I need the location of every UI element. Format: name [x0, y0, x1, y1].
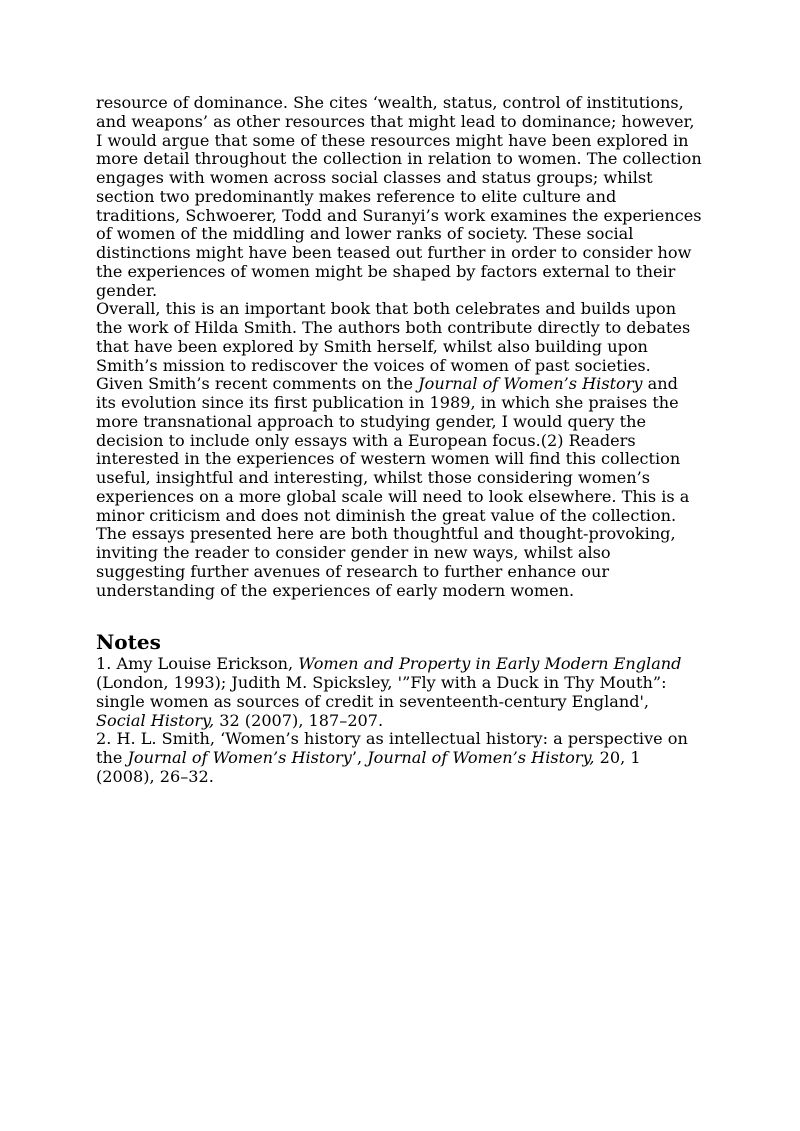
note-1-text-c: 32 (2007), 187–207. [214, 710, 384, 730]
note-2-journal-title-2: Journal of Women’s History, [367, 748, 595, 767]
body-paragraph-1: resource of dominance. She cites ‘wealth, status, control of institutions, and weapons’ as other resources that might lead to dominance; however, I would argue that some of these resources might have been explored in more detail throughout the collection in relation to women. The collection engages with women across social classes and status groups; whilst section two predominantly makes reference to elite culture and traditions, Schwoerer, Todd and Suranyi’s work examines the experiences of women of the middling and lower ranks of society. These social distinctions might have been teased out further in order to consider how the experiences of women might be shaped by factors external to their gender. [96, 93, 702, 300]
note-1-text-b: (London, 1993); Judith M. Spicksley, '”Fly with a Duck in Thy Mouth”: single women as sources of credit in seventeenth-century England', [96, 673, 667, 711]
note-1-journal-title: Social History, [96, 710, 215, 730]
note-1 [96, 655, 702, 730]
note-2-text-c: 20, 1 (2008), 26–32. [96, 748, 641, 786]
note-1-text-a: 1. Amy Louise Erickson, [96, 654, 299, 674]
body-paragraph-2 [96, 300, 702, 600]
note-2-text-a: 2. H. L. Smith, ‘Women’s history as intellectual history: a perspective on the [96, 729, 688, 767]
note-2-journal-title-1: Journal of Women’s History [127, 748, 352, 767]
note-1-book-title: Women and Property in Early Modern England [298, 654, 682, 674]
journal-title-italic: Journal of Women’s History [418, 374, 643, 394]
notes-heading: Notes [96, 630, 161, 655]
paragraph-2-text-a: Overall, this is an important book that both celebrates and builds upon the work of Hilda Smith. The authors both contribute directly to debates that have been explored by Smith herself, whilst also building upon Smith’s mission to rediscover the voices of women of past societies. Given Smith’s recent comments on the [96, 299, 691, 394]
document-page [96, 94, 702, 787]
note-2 [96, 730, 702, 786]
paragraph-2-text-b: and its evolution since its first publication in 1989, in which she praises the more transnational approach to studying gender, I would query the decision to include only essays with a European focus.(2) Readers interested in the experiences of western women will find this collection useful, insightful and interesting, whilst those considering women’s experiences on a more global scale will need to look elsewhere. This is a minor criticism and does not diminish the great value of the collection. The essays presented here are both thoughtful and thought-provoking, inviting the reader to consider gender in new ways, whilst also suggesting further avenues of research to further enhance our understanding of the experiences of early modern women. [96, 374, 690, 600]
note-2-text-b: ’, [351, 748, 368, 767]
